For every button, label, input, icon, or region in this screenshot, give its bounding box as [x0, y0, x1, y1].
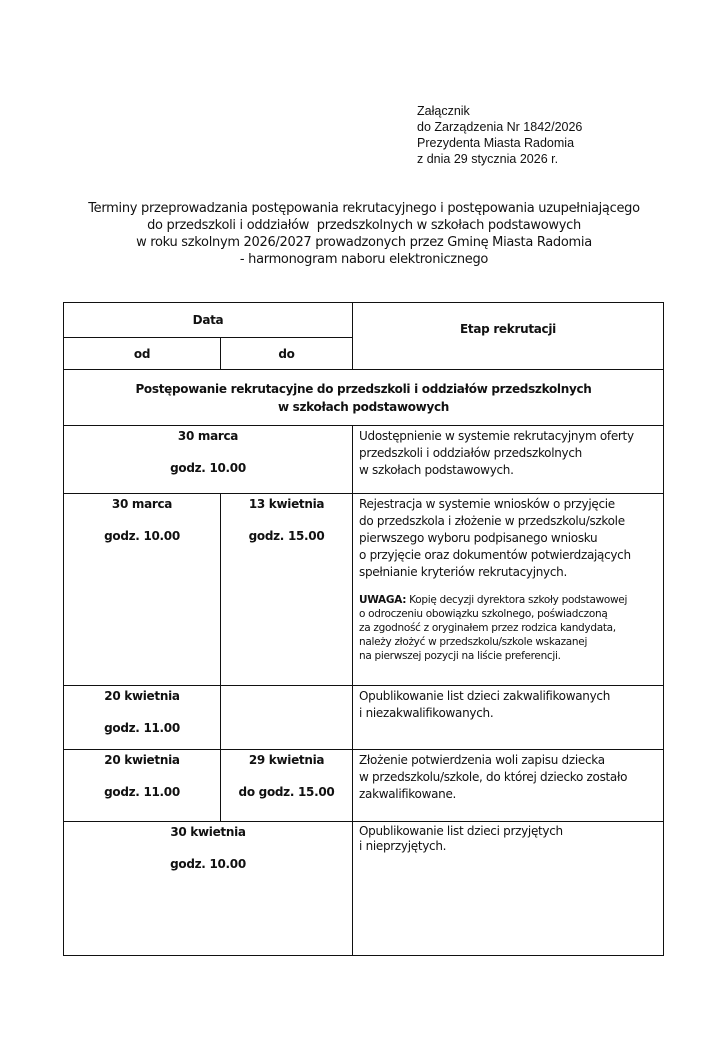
document-title [40, 200, 688, 268]
desc-line: Opublikowanie list dzieci zakwalifikowanych [359, 689, 610, 703]
table-row [64, 686, 664, 750]
desc-line: i niezakwalifikowanych. [359, 706, 494, 720]
title-line: do przedszkoli i oddziałów przedszkolnych w szkołach podstawowych [147, 218, 581, 233]
header-do: do [221, 338, 353, 370]
table-header-row [64, 303, 664, 338]
section-line: w szkołach podstawowych [277, 399, 450, 414]
note-line: na pierwszej pozycji na liście preferencji. [359, 650, 561, 662]
note-line: o odroczeniu obowiązku szkolnego, poświadczoną [359, 608, 608, 620]
title-line: - harmonogram naboru elektronicznego [239, 252, 489, 267]
section-line: Postępowanie rekrutacyjne do przedszkoli i oddziałów przedszkolnych [135, 381, 592, 396]
desc-line: Opublikowanie list dzieci przyjętych [359, 824, 563, 838]
annex-line: do Zarządzenia Nr 1842/2026 [417, 120, 583, 134]
time-od: godz. 10.00 [170, 857, 246, 871]
date-do: 13 kwietnia [248, 497, 325, 511]
annex-line: Załącznik [417, 104, 470, 118]
desc-line: o przyjęcie oraz dokumentów potwierdzających [359, 548, 631, 562]
date-od: 30 marca [177, 429, 239, 443]
desc-line: i nieprzyjętych. [359, 839, 447, 853]
note-label: UWAGA: [359, 594, 407, 606]
stage-description [353, 494, 664, 686]
desc-line: pierwszego wyboru podpisanego wniosku [359, 531, 598, 545]
schedule-table [63, 302, 664, 956]
time-od: godz. 11.00 [104, 721, 180, 735]
header-od: od [64, 338, 221, 370]
stage-description [353, 426, 664, 494]
note-line: należy złożyć w przedszkolu/szkole wskazanej [359, 636, 588, 648]
annex-line: z dnia 29 stycznia 2026 r. [417, 152, 559, 166]
date-from [64, 494, 221, 686]
note-line: za zgodność z oryginałem przez rodzica kandydata, [359, 622, 616, 634]
section-heading [64, 370, 664, 426]
stage-description [353, 686, 664, 750]
date-do: 29 kwietnia [248, 753, 325, 767]
title-line: Terminy przeprowadzania postępowania rekrutacyjnego i postępowania uzupełniającego [88, 201, 640, 216]
desc-line: w szkołach podstawowych. [359, 463, 514, 477]
desc-line: przedszkoli i oddziałów przedszkolnych [359, 446, 582, 460]
desc-line: Rejestracja w systemie wniosków o przyjęcie [359, 497, 615, 511]
desc-line: Złożenie potwierdzenia woli zapisu dziecka [359, 753, 605, 767]
title-line: w roku szkolnym 2026/2027 prowadzonych przez Gminę Miasta Radomia [136, 235, 592, 250]
note-line: Kopię decyzji dyrektora szkoły podstawowej [406, 594, 628, 606]
stage-description [353, 822, 664, 956]
table-row [64, 494, 664, 686]
warning-note [359, 593, 657, 663]
time-do: do godz. 15.00 [238, 785, 335, 799]
stage-description [353, 750, 664, 822]
table-row [64, 750, 664, 822]
time-od: godz. 11.00 [104, 785, 180, 799]
date-merged [64, 426, 353, 494]
date-to-empty [221, 686, 353, 750]
desc-line: do przedszkola i złożenie w przedszkolu/szkole [359, 514, 625, 528]
annex-header [417, 103, 582, 167]
desc-line: w przedszkolu/szkole, do której dziecko zostało [359, 770, 628, 784]
table-row [64, 822, 664, 956]
date-from [64, 750, 221, 822]
header-etap: Etap rekrutacji [353, 303, 664, 370]
date-od: 30 marca [111, 497, 173, 511]
desc-line: spełnianie kryteriów rekrutacyjnych. [359, 565, 567, 579]
date-od: 30 kwietnia [170, 825, 246, 839]
time-od: godz. 10.00 [170, 461, 246, 475]
time-od: godz. 10.00 [104, 529, 180, 543]
section-row [64, 370, 664, 426]
date-od: 20 kwietnia [104, 753, 180, 767]
desc-line: zakwalifikowane. [359, 787, 457, 801]
date-from [64, 686, 221, 750]
date-to [221, 750, 353, 822]
annex-line: Prezydenta Miasta Radomia [417, 136, 575, 150]
desc-line: Udostępnienie w systemie rekrutacyjnym oferty [359, 429, 634, 443]
date-to [221, 494, 353, 686]
table-row [64, 426, 664, 494]
time-do: godz. 15.00 [248, 529, 325, 543]
date-od: 20 kwietnia [104, 689, 180, 703]
header-data: Data [64, 303, 353, 338]
date-merged [64, 822, 353, 956]
